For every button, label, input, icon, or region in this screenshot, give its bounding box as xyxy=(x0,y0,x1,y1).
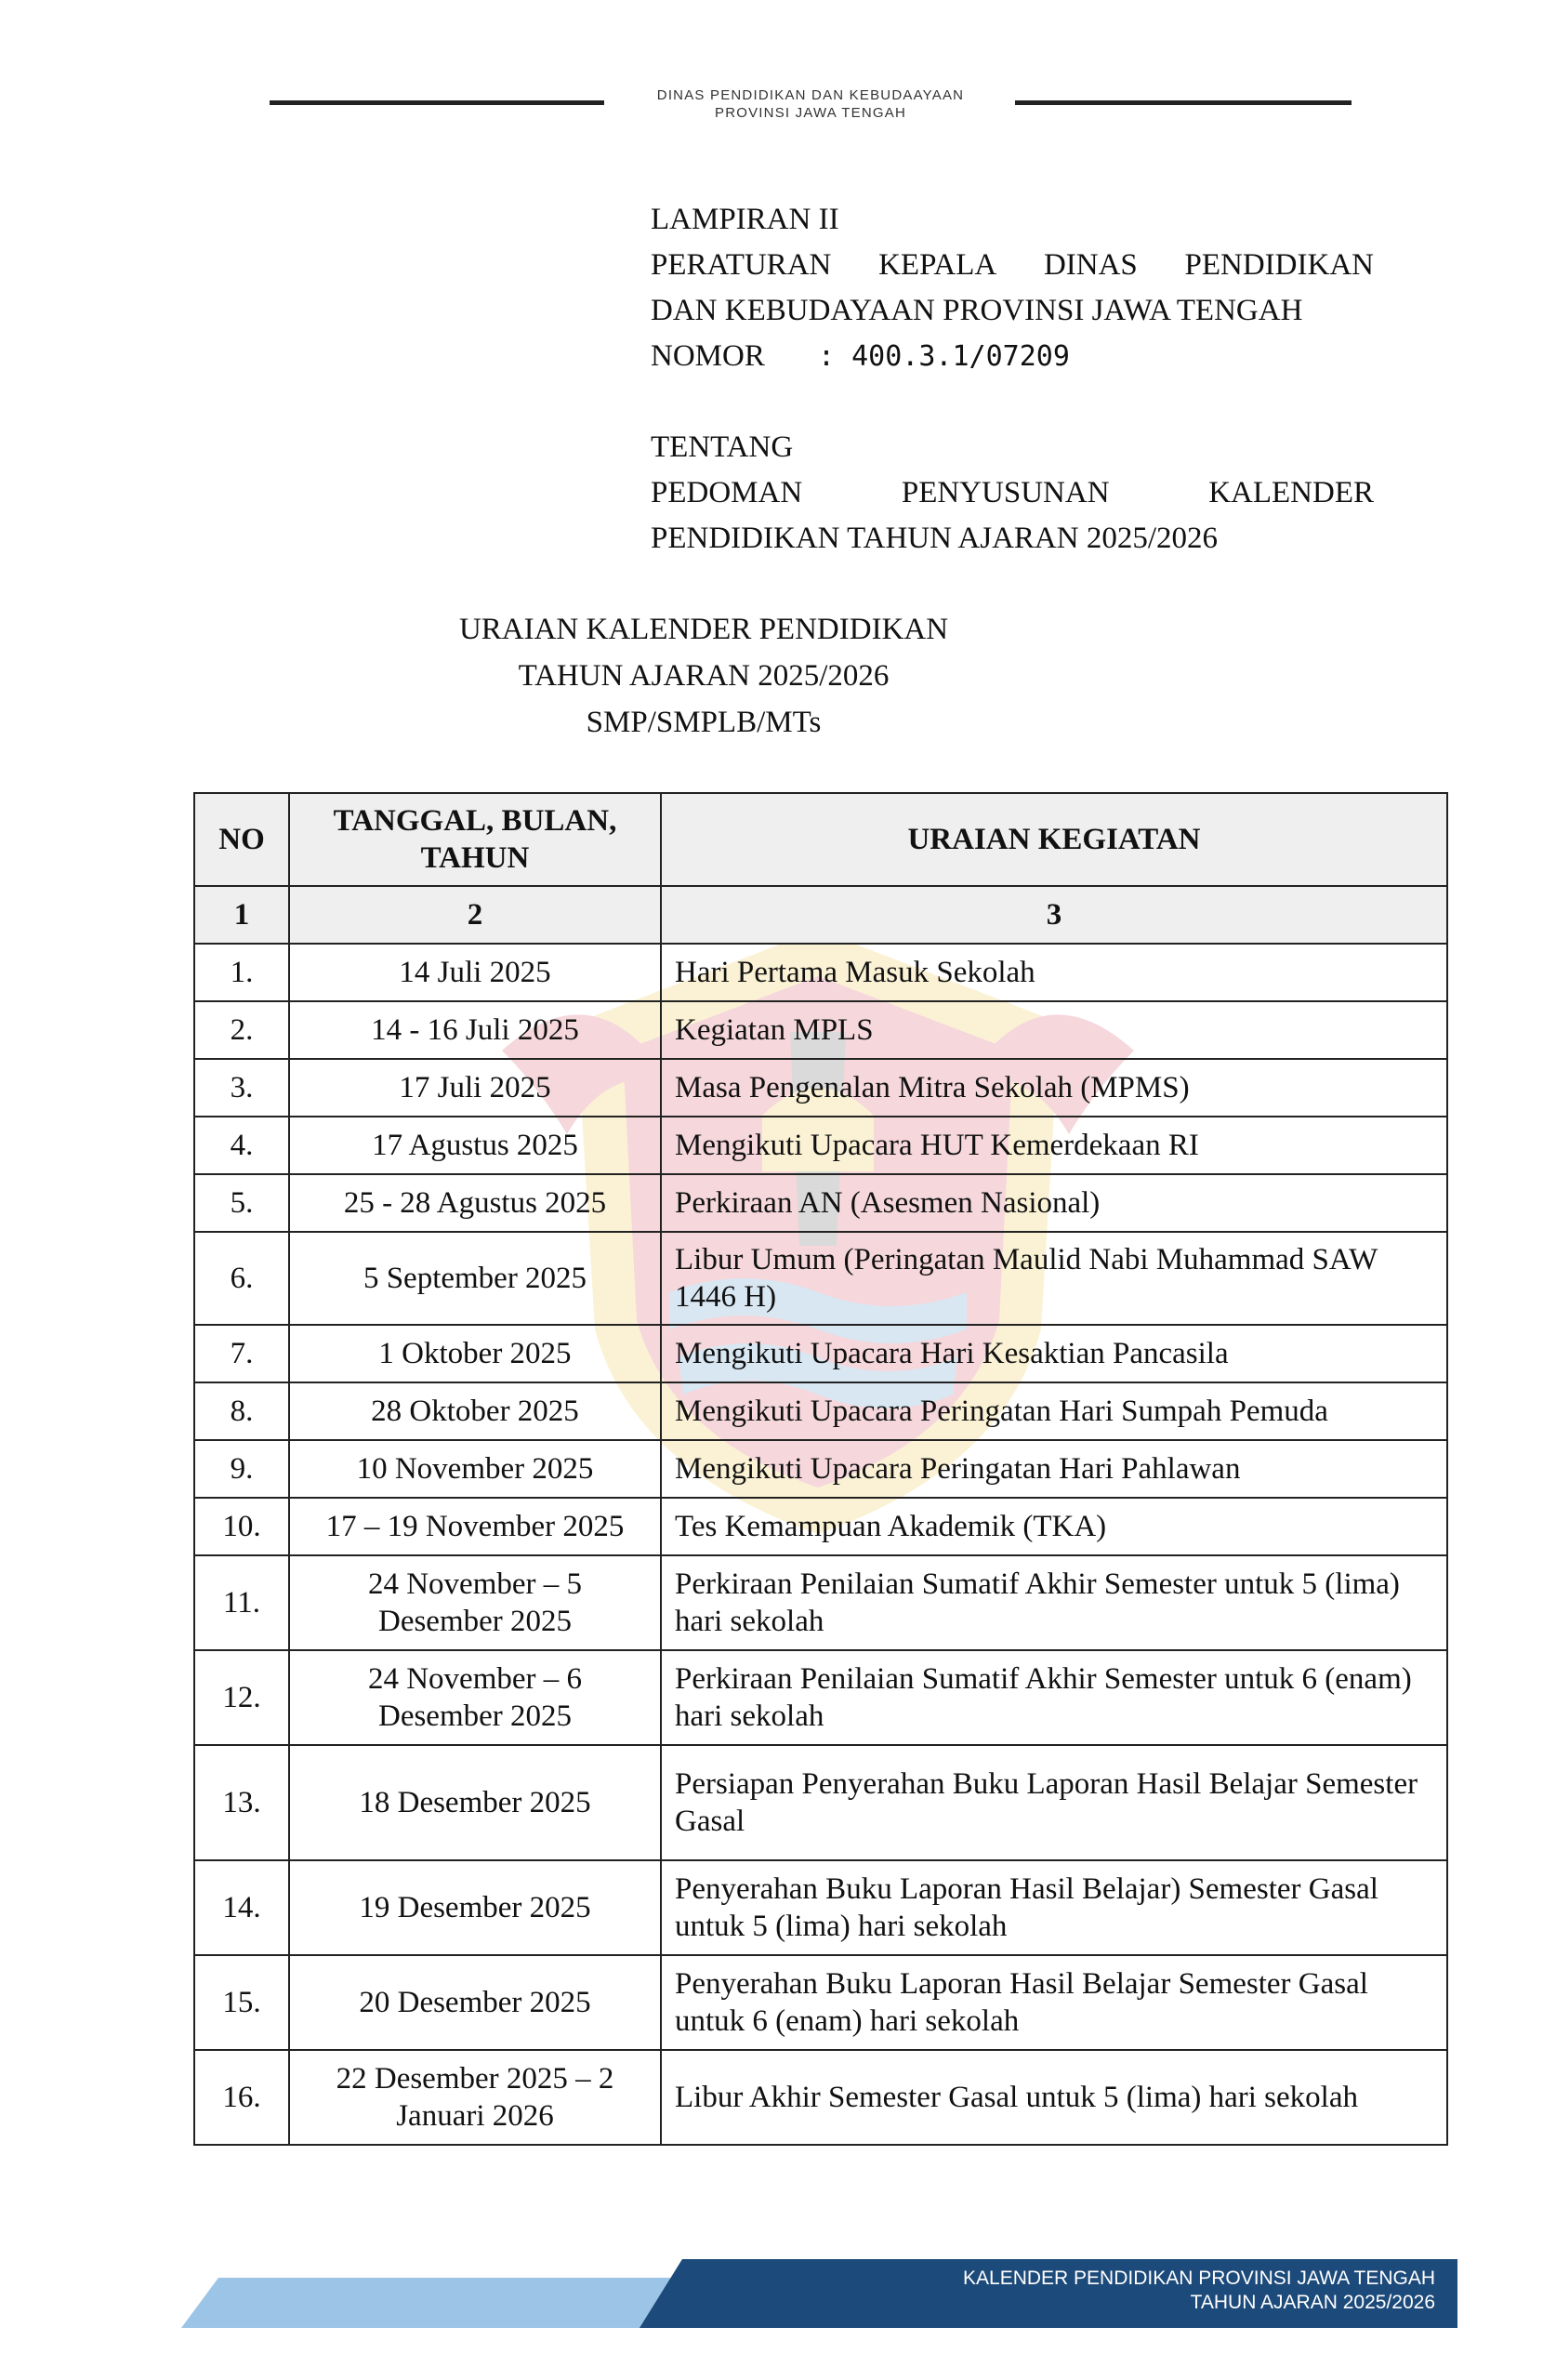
row-no: 6. xyxy=(194,1232,289,1325)
row-no: 2. xyxy=(194,1001,289,1059)
table-header-row xyxy=(194,793,1447,886)
subject-line2: PENDIDIKAN TAHUN AJARAN 2025/2026 xyxy=(651,522,1219,555)
table-row xyxy=(194,1955,1447,2050)
table-row xyxy=(194,1059,1447,1117)
row-no: 11. xyxy=(194,1555,289,1650)
header-org xyxy=(613,86,1008,122)
colnum-3: 3 xyxy=(661,886,1447,944)
lampiran-block xyxy=(651,197,1374,562)
header-date: TANGGAL, BULAN, TAHUN xyxy=(289,793,661,886)
regulation-line2: DAN KEBUDAYAAN PROVINSI JAWA TENGAH xyxy=(651,294,1303,327)
footer-accent-light xyxy=(181,2278,674,2328)
row-no: 3. xyxy=(194,1059,289,1117)
colnum-2: 2 xyxy=(289,886,661,944)
subject-word: PENYUSUNAN xyxy=(901,476,1110,509)
footer-text xyxy=(963,2267,1435,2315)
subject-word: KALENDER xyxy=(1208,476,1374,509)
row-activity: Perkiraan Penilaian Sumatif Akhir Semester untuk 6 (enam) hari sekolah xyxy=(661,1650,1447,1745)
header-rule-right xyxy=(1015,100,1352,105)
table-row xyxy=(194,1117,1447,1174)
row-no: 10. xyxy=(194,1498,289,1555)
table-row xyxy=(194,1001,1447,1059)
footer-line1: KALENDER PENDIDIKAN PROVINSI JAWA TENGAH xyxy=(963,2268,1435,2289)
row-activity: Mengikuti Upacara Peringatan Hari Pahlawan xyxy=(661,1440,1447,1498)
table-colnum-row xyxy=(194,886,1447,944)
header-rule-left xyxy=(270,100,604,105)
row-no: 5. xyxy=(194,1174,289,1232)
row-date: 22 Desember 2025 – 2 Januari 2026 xyxy=(289,2050,661,2145)
row-activity: Tes Kemampuan Akademik (TKA) xyxy=(661,1498,1447,1555)
footer-line2: TAHUN AJARAN 2025/2026 xyxy=(1190,2292,1435,2313)
regulation-word: DINAS xyxy=(1043,248,1138,282)
regulation-word: PERATURAN xyxy=(651,248,832,282)
document-title xyxy=(0,606,1556,746)
calendar-table xyxy=(193,792,1448,2146)
row-activity: Penyerahan Buku Laporan Hasil Belajar Semester Gasal untuk 6 (enam) hari sekolah xyxy=(661,1955,1447,2050)
row-no: 1. xyxy=(194,944,289,1001)
row-no: 9. xyxy=(194,1440,289,1498)
tentang-label: TENTANG xyxy=(651,430,794,464)
row-activity: Hari Pertama Masuk Sekolah xyxy=(661,944,1447,1001)
regulation-line1 xyxy=(651,243,1374,288)
row-no: 13. xyxy=(194,1745,289,1860)
row-activity: Kegiatan MPLS xyxy=(661,1001,1447,1059)
table-row xyxy=(194,1650,1447,1745)
header-org-line1: DINAS PENDIDIKAN DAN KEBUDAAYAAN xyxy=(656,87,965,103)
row-no: 14. xyxy=(194,1860,289,1955)
document-title-line1: URAIAN KALENDER PENDIDIKAN xyxy=(458,613,949,646)
row-date: 28 Oktober 2025 xyxy=(289,1382,661,1440)
table-row xyxy=(194,1860,1447,1955)
table-row xyxy=(194,1745,1447,1860)
row-date: 24 November – 6 Desember 2025 xyxy=(289,1650,661,1745)
row-date: 19 Desember 2025 xyxy=(289,1860,661,1955)
table-row xyxy=(194,2050,1447,2145)
table-row xyxy=(194,1555,1447,1650)
row-no: 15. xyxy=(194,1955,289,2050)
row-activity: Perkiraan AN (Asesmen Nasional) xyxy=(661,1174,1447,1232)
row-date: 5 September 2025 xyxy=(289,1232,661,1325)
document-title-line2: TAHUN AJARAN 2025/2026 xyxy=(518,659,890,693)
row-no: 7. xyxy=(194,1325,289,1382)
row-no: 16. xyxy=(194,2050,289,2145)
row-activity: Libur Umum (Peringatan Maulid Nabi Muhammad SAW 1446 H) xyxy=(661,1232,1447,1325)
header-org-line2: PROVINSI JAWA TENGAH xyxy=(715,105,906,121)
row-date: 25 - 28 Agustus 2025 xyxy=(289,1174,661,1232)
document-title-line3: SMP/SMPLB/MTs xyxy=(586,706,822,739)
nomor-label: NOMOR xyxy=(651,339,765,373)
table-row xyxy=(194,1382,1447,1440)
row-no: 8. xyxy=(194,1382,289,1440)
header-activity: URAIAN KEGIATAN xyxy=(661,793,1447,886)
table-row xyxy=(194,1440,1447,1498)
row-date: 14 - 16 Juli 2025 xyxy=(289,1001,661,1059)
row-date: 17 – 19 November 2025 xyxy=(289,1498,661,1555)
subject-line1 xyxy=(651,470,1374,516)
row-date: 14 Juli 2025 xyxy=(289,944,661,1001)
table-row xyxy=(194,1498,1447,1555)
colnum-1: 1 xyxy=(194,886,289,944)
regulation-word: PENDIDIKAN xyxy=(1184,248,1374,282)
row-activity: Mengikuti Upacara Peringatan Hari Sumpah Pemuda xyxy=(661,1382,1447,1440)
table-row xyxy=(194,1325,1447,1382)
row-activity: Masa Pengenalan Mitra Sekolah (MPMS) xyxy=(661,1059,1447,1117)
row-no: 4. xyxy=(194,1117,289,1174)
row-activity: Persiapan Penyerahan Buku Laporan Hasil Belajar Semester Gasal xyxy=(661,1745,1447,1860)
table-row xyxy=(194,944,1447,1001)
row-activity: Penyerahan Buku Laporan Hasil Belajar) Semester Gasal untuk 5 (lima) hari sekolah xyxy=(661,1860,1447,1955)
table-row xyxy=(194,1174,1447,1232)
lampiran-title: LAMPIRAN II xyxy=(651,203,839,236)
row-date: 10 November 2025 xyxy=(289,1440,661,1498)
row-date: 17 Juli 2025 xyxy=(289,1059,661,1117)
regulation-word: KEPALA xyxy=(878,248,997,282)
row-date: 20 Desember 2025 xyxy=(289,1955,661,2050)
header-no: NO xyxy=(194,793,289,886)
row-date: 17 Agustus 2025 xyxy=(289,1117,661,1174)
table-row xyxy=(194,1232,1447,1325)
nomor-value: : 400.3.1/07209 xyxy=(818,340,1070,373)
row-no: 12. xyxy=(194,1650,289,1745)
row-date: 18 Desember 2025 xyxy=(289,1745,661,1860)
nomor-line xyxy=(651,334,1374,379)
row-date: 24 November – 5 Desember 2025 xyxy=(289,1555,661,1650)
row-date: 1 Oktober 2025 xyxy=(289,1325,661,1382)
subject-word: PEDOMAN xyxy=(651,476,803,509)
row-activity: Perkiraan Penilaian Sumatif Akhir Semester untuk 5 (lima) hari sekolah xyxy=(661,1555,1447,1650)
row-activity: Libur Akhir Semester Gasal untuk 5 (lima) hari sekolah xyxy=(661,2050,1447,2145)
row-activity: Mengikuti Upacara Hari Kesaktian Pancasila xyxy=(661,1325,1447,1382)
row-activity: Mengikuti Upacara HUT Kemerdekaan RI xyxy=(661,1117,1447,1174)
